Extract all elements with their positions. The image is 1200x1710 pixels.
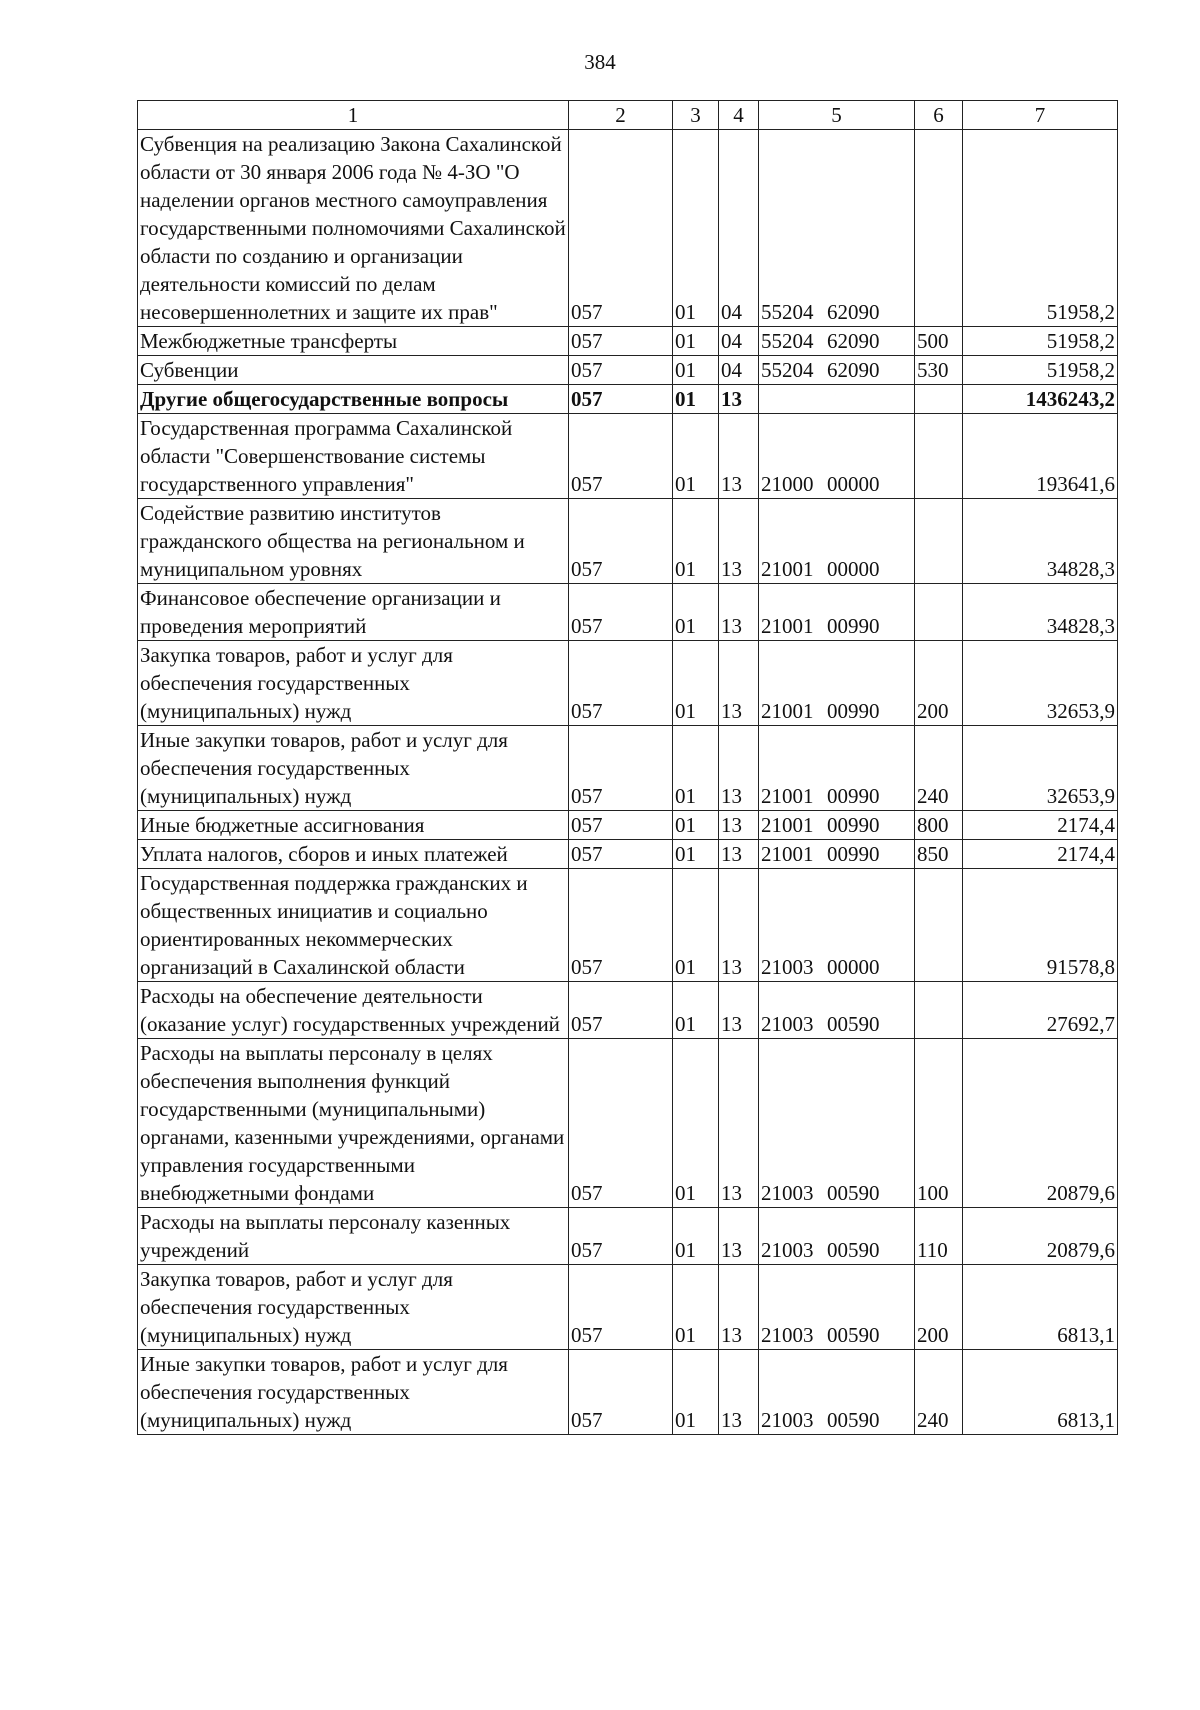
target-article-program: 21003 <box>761 1012 814 1036</box>
expense-type-code <box>915 584 963 641</box>
amount: 20879,6 <box>963 1208 1118 1265</box>
expense-type-code: 800 <box>915 811 963 840</box>
amount: 2174,4 <box>963 840 1118 869</box>
amount: 34828,3 <box>963 584 1118 641</box>
target-article-code <box>759 1208 915 1265</box>
section-code: 01 <box>673 499 719 584</box>
target-article-code <box>759 840 915 869</box>
target-article-direction: 00000 <box>827 955 880 979</box>
section-code: 01 <box>673 1208 719 1265</box>
ministry-code: 057 <box>569 1350 673 1435</box>
section-code: 01 <box>673 327 719 356</box>
column-header: 2 <box>569 101 673 130</box>
target-article-code <box>759 982 915 1039</box>
section-code: 01 <box>673 1265 719 1350</box>
expense-type-code: 200 <box>915 641 963 726</box>
amount: 6813,1 <box>963 1350 1118 1435</box>
table-row <box>138 356 1118 385</box>
row-name: Иные закупки товаров, работ и услуг для обеспечения государственных (муниципальных) нужд <box>138 1350 569 1435</box>
target-article-code <box>759 811 915 840</box>
section-code: 01 <box>673 840 719 869</box>
target-article-program: 21003 <box>761 1181 814 1205</box>
target-article-program: 21001 <box>761 784 814 808</box>
ministry-code: 057 <box>569 414 673 499</box>
table-row <box>138 1350 1118 1435</box>
expense-type-code <box>915 982 963 1039</box>
subsection-code: 13 <box>719 499 759 584</box>
target-article-direction: 00990 <box>827 842 880 866</box>
target-article-code <box>759 1039 915 1208</box>
amount: 51958,2 <box>963 130 1118 327</box>
row-name: Иные бюджетные ассигнования <box>138 811 569 840</box>
page-number: 384 <box>584 50 616 74</box>
row-name: Государственная поддержка гражданских и общественных инициатив и социально ориентированных некоммерческих организаций в Сахалинской области <box>138 869 569 982</box>
target-article-code <box>759 385 915 414</box>
table-row <box>138 130 1118 327</box>
target-article-program: 21003 <box>761 1408 814 1432</box>
target-article-direction: 00590 <box>827 1012 880 1036</box>
amount: 27692,7 <box>963 982 1118 1039</box>
subsection-code: 13 <box>719 385 759 414</box>
ministry-code: 057 <box>569 1208 673 1265</box>
row-name: Уплата налогов, сборов и иных платежей <box>138 840 569 869</box>
expense-type-code <box>915 499 963 584</box>
ministry-code: 057 <box>569 1039 673 1208</box>
table-row <box>138 1039 1118 1208</box>
section-code: 01 <box>673 641 719 726</box>
budget-table <box>137 100 1118 1435</box>
amount: 51958,2 <box>963 327 1118 356</box>
header-row <box>138 101 1118 130</box>
ministry-code: 057 <box>569 840 673 869</box>
ministry-code: 057 <box>569 811 673 840</box>
row-name: Другие общегосударственные вопросы <box>138 385 569 414</box>
column-header: 6 <box>915 101 963 130</box>
amount: 2174,4 <box>963 811 1118 840</box>
section-code: 01 <box>673 356 719 385</box>
expense-type-code <box>915 869 963 982</box>
subsection-code: 13 <box>719 1265 759 1350</box>
target-article-program: 21003 <box>761 1323 814 1347</box>
column-header: 5 <box>759 101 915 130</box>
subsection-code: 13 <box>719 982 759 1039</box>
column-header: 3 <box>673 101 719 130</box>
subsection-code: 13 <box>719 869 759 982</box>
target-article-direction: 00590 <box>827 1181 880 1205</box>
row-name: Расходы на выплаты персоналу казенных учреждений <box>138 1208 569 1265</box>
ministry-code: 057 <box>569 1265 673 1350</box>
ministry-code: 057 <box>569 869 673 982</box>
target-article-direction: 62090 <box>827 329 880 353</box>
row-name: Иные закупки товаров, работ и услуг для обеспечения государственных (муниципальных) нужд <box>138 726 569 811</box>
table-row <box>138 1265 1118 1350</box>
target-article-code <box>759 1350 915 1435</box>
target-article-code <box>759 869 915 982</box>
subsection-code: 13 <box>719 1350 759 1435</box>
target-article-direction: 00590 <box>827 1408 880 1432</box>
target-article-code <box>759 499 915 584</box>
section-code: 01 <box>673 584 719 641</box>
target-article-program: 21001 <box>761 699 814 723</box>
amount: 20879,6 <box>963 1039 1118 1208</box>
expense-type-code: 850 <box>915 840 963 869</box>
table-row <box>138 327 1118 356</box>
expense-type-code <box>915 414 963 499</box>
amount: 32653,9 <box>963 641 1118 726</box>
row-name: Расходы на обеспечение деятельности (оказание услуг) государственных учреждений <box>138 982 569 1039</box>
section-code: 01 <box>673 1350 719 1435</box>
section-code: 01 <box>673 982 719 1039</box>
amount: 34828,3 <box>963 499 1118 584</box>
subsection-code: 13 <box>719 840 759 869</box>
target-article-direction: 00590 <box>827 1238 880 1262</box>
row-name: Закупка товаров, работ и услуг для обеспечения государственных (муниципальных) нужд <box>138 641 569 726</box>
row-name: Финансовое обеспечение организации и проведения мероприятий <box>138 584 569 641</box>
target-article-program: 21000 <box>761 472 814 496</box>
expense-type-code: 110 <box>915 1208 963 1265</box>
row-name: Закупка товаров, работ и услуг для обеспечения государственных (муниципальных) нужд <box>138 1265 569 1350</box>
target-article-program: 21001 <box>761 614 814 638</box>
target-article-direction: 00990 <box>827 813 880 837</box>
target-article-direction: 00000 <box>827 557 880 581</box>
table-row <box>138 811 1118 840</box>
subsection-code: 04 <box>719 356 759 385</box>
subsection-code: 13 <box>719 1208 759 1265</box>
section-code: 01 <box>673 385 719 414</box>
row-name: Расходы на выплаты персоналу в целях обеспечения выполнения функций государственными (муниципальными) органами, казенными учреждениями, органами управления государственными внебюджетными фондами <box>138 1039 569 1208</box>
amount: 91578,8 <box>963 869 1118 982</box>
ministry-code: 057 <box>569 356 673 385</box>
section-code: 01 <box>673 726 719 811</box>
target-article-direction: 00000 <box>827 472 880 496</box>
target-article-code <box>759 584 915 641</box>
ministry-code: 057 <box>569 130 673 327</box>
ministry-code: 057 <box>569 726 673 811</box>
subsection-code: 13 <box>719 641 759 726</box>
table-row <box>138 840 1118 869</box>
column-header: 7 <box>963 101 1118 130</box>
target-article-code <box>759 130 915 327</box>
target-article-code <box>759 327 915 356</box>
target-article-code <box>759 414 915 499</box>
row-name: Межбюджетные трансферты <box>138 327 569 356</box>
target-article-direction: 00590 <box>827 1323 880 1347</box>
table-row <box>138 982 1118 1039</box>
target-article-direction: 00990 <box>827 614 880 638</box>
subsection-code: 13 <box>719 414 759 499</box>
target-article-program: 55204 <box>761 300 814 324</box>
column-header: 1 <box>138 101 569 130</box>
table-row <box>138 499 1118 584</box>
target-article-program: 21001 <box>761 842 814 866</box>
target-article-code <box>759 1265 915 1350</box>
row-name: Государственная программа Сахалинской области "Совершенствование системы государственного управления" <box>138 414 569 499</box>
expense-type-code: 500 <box>915 327 963 356</box>
ministry-code: 057 <box>569 327 673 356</box>
target-article-program: 21001 <box>761 557 814 581</box>
target-article-direction: 62090 <box>827 300 880 324</box>
ministry-code: 057 <box>569 385 673 414</box>
subsection-code: 04 <box>719 327 759 356</box>
target-article-code <box>759 641 915 726</box>
table-row <box>138 414 1118 499</box>
amount: 6813,1 <box>963 1265 1118 1350</box>
expense-type-code: 200 <box>915 1265 963 1350</box>
ministry-code: 057 <box>569 584 673 641</box>
row-name: Субвенция на реализацию Закона Сахалинской области от 30 января 2006 года № 4-ЗО "О наделении органов местного самоуправления государственными полномочиями Сахалинской области по созданию и организации деятельности комиссий по делам несовершеннолетних и защите их прав" <box>138 130 569 327</box>
subsection-code: 13 <box>719 726 759 811</box>
amount: 1436243,2 <box>963 385 1118 414</box>
amount: 51958,2 <box>963 356 1118 385</box>
target-article-program: 55204 <box>761 329 814 353</box>
section-code: 01 <box>673 130 719 327</box>
expense-type-code <box>915 130 963 327</box>
row-name: Субвенции <box>138 356 569 385</box>
table-row <box>138 385 1118 414</box>
target-article-direction: 62090 <box>827 358 880 382</box>
target-article-program: 21001 <box>761 813 814 837</box>
target-article-program: 55204 <box>761 358 814 382</box>
expense-type-code <box>915 385 963 414</box>
table-body <box>138 130 1118 1435</box>
section-code: 01 <box>673 811 719 840</box>
amount: 193641,6 <box>963 414 1118 499</box>
amount: 32653,9 <box>963 726 1118 811</box>
target-article-direction: 00990 <box>827 699 880 723</box>
subsection-code: 13 <box>719 811 759 840</box>
target-article-code <box>759 726 915 811</box>
target-article-direction: 00990 <box>827 784 880 808</box>
row-name: Содействие развитию институтов гражданского общества на региональном и муниципальном уровнях <box>138 499 569 584</box>
expense-type-code: 240 <box>915 726 963 811</box>
expense-type-code: 240 <box>915 1350 963 1435</box>
expense-type-code: 100 <box>915 1039 963 1208</box>
table-row <box>138 584 1118 641</box>
column-header: 4 <box>719 101 759 130</box>
subsection-code: 04 <box>719 130 759 327</box>
section-code: 01 <box>673 1039 719 1208</box>
target-article-code <box>759 356 915 385</box>
table-row <box>138 641 1118 726</box>
ministry-code: 057 <box>569 499 673 584</box>
table-row <box>138 1208 1118 1265</box>
ministry-code: 057 <box>569 641 673 726</box>
section-code: 01 <box>673 414 719 499</box>
expense-type-code: 530 <box>915 356 963 385</box>
ministry-code: 057 <box>569 982 673 1039</box>
subsection-code: 13 <box>719 1039 759 1208</box>
subsection-code: 13 <box>719 584 759 641</box>
section-code: 01 <box>673 869 719 982</box>
table-row <box>138 726 1118 811</box>
target-article-program: 21003 <box>761 1238 814 1262</box>
table-row <box>138 869 1118 982</box>
target-article-program: 21003 <box>761 955 814 979</box>
